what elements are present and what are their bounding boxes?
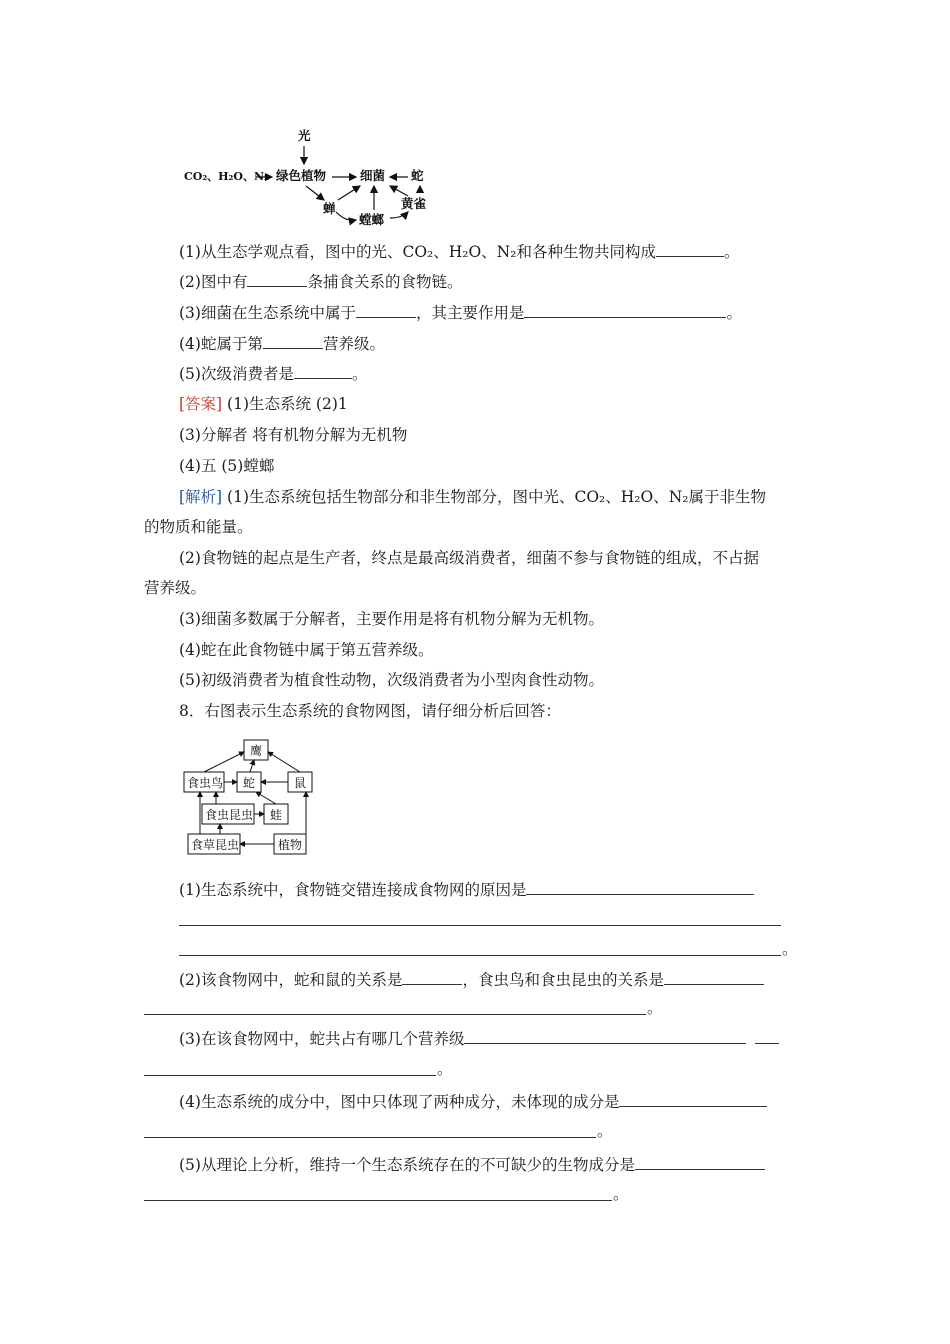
snake-label: 蛇 xyxy=(411,168,424,183)
analysis-line-1: [解析] (1)生态系统包括生物部分和非生物部分，图中光、CO₂、H₂O、N₂属于非生物 xyxy=(179,488,766,506)
eagle-box: 鹰 xyxy=(250,744,263,758)
analysis-line-4: (4)蛇在此食物链中属于第五营养级。 xyxy=(179,641,434,659)
answer-line[interactable] xyxy=(179,925,781,926)
answer-line[interactable] xyxy=(144,1075,436,1076)
answer-blank[interactable] xyxy=(635,1155,765,1170)
answer-blank[interactable] xyxy=(524,303,726,318)
answer-line[interactable] xyxy=(144,1200,612,1201)
bird-box: 食虫鸟 xyxy=(187,776,224,790)
answer-blank[interactable] xyxy=(464,1029,746,1044)
analysis-line-2b: 营养级。 xyxy=(144,579,207,597)
q8-sub-5-end: 。 xyxy=(613,1185,629,1203)
q8-sub-2: (2)该食物网中，蛇和鼠的关系是 ，食虫鸟和食虫昆虫的关系是 xyxy=(179,970,764,990)
answer-line-1: [答案] (1)生态系统 (2)1 xyxy=(179,395,348,413)
q7-sub-5: (5)次级消费者是 。 xyxy=(179,365,368,383)
answer-blank[interactable] xyxy=(664,970,764,985)
q8-sub-1-end: 。 xyxy=(782,940,798,958)
cicada-label: 蝉 xyxy=(323,201,336,216)
analysis-line-2: (2)食物链的起点是生产者，终点是最高级消费者，细菌不参与食物链的组成，不占据 xyxy=(179,549,759,567)
light-label: 光 xyxy=(298,128,311,143)
analysis-tag: [解析] xyxy=(179,488,223,506)
food-chain-diagram xyxy=(180,124,440,234)
mantis-label: 螳螂 xyxy=(359,212,385,227)
answer-tag: [答案] xyxy=(179,395,223,413)
q8-sub-4-end: 。 xyxy=(597,1122,613,1140)
plant-label: 绿色植物 xyxy=(276,168,327,183)
q8-sub-2-end: 。 xyxy=(647,999,663,1017)
mouse-box: 鼠 xyxy=(294,776,307,790)
answer-blank[interactable] xyxy=(526,880,754,895)
answer-blank[interactable] xyxy=(402,970,462,985)
answer-blank[interactable] xyxy=(356,303,416,318)
insect-box: 食虫昆虫 xyxy=(205,808,254,822)
q7-sub-3: (3)细菌在生态系统中属于 ，其主要作用是 。 xyxy=(179,304,742,322)
q8-sub-3-end: 。 xyxy=(437,1060,453,1078)
q8-sub-4: (4)生态系统的成分中，图中只体现了两种成分，未体现的成分是 xyxy=(179,1092,767,1112)
answer-blank[interactable] xyxy=(755,1029,779,1044)
inputs-label: CO₂、H₂O、N₂ xyxy=(184,170,269,183)
oriole-label: 黄雀 xyxy=(401,196,427,211)
q8-stem: 8．右图表示生态系统的食物网图，请仔细分析后回答： xyxy=(179,702,561,720)
answer-line-3: (4)五 (5)螳螂 xyxy=(179,457,275,475)
answer-line[interactable] xyxy=(179,955,781,956)
q7-sub-4: (4)蛇属于第 营养级。 xyxy=(179,335,385,353)
q8-sub-1: (1)生态系统中，食物链交错连接成食物网的原因是 xyxy=(179,880,754,900)
plant-box: 植物 xyxy=(278,838,303,852)
answer-blank[interactable] xyxy=(656,242,724,257)
answer-blank[interactable] xyxy=(263,334,323,349)
snake-box: 蛇 xyxy=(243,776,256,790)
q7-sub-1: (1)从生态学观点看，图中的光、CO₂、H₂O、N₂和各种生物共同构成 。 xyxy=(179,243,740,261)
answer-blank[interactable] xyxy=(294,364,352,379)
food-web-diagram xyxy=(180,732,320,862)
answer-blank[interactable] xyxy=(619,1092,767,1107)
analysis-line-1b: 的物质和能量。 xyxy=(144,518,253,536)
analysis-line-5: (5)初级消费者为植食性动物，次级消费者为小型肉食性动物。 xyxy=(179,671,604,689)
answer-line[interactable] xyxy=(144,1014,646,1015)
answer-line[interactable] xyxy=(144,1137,596,1138)
answer-line-2: (3)分解者 将有机物分解为无机物 xyxy=(179,426,408,444)
q7-sub-2: (2)图中有 条捕食关系的食物链。 xyxy=(179,273,463,291)
analysis-line-3: (3)细菌多数属于分解者，主要作用是将有机物分解为无机物。 xyxy=(179,610,604,628)
q8-sub-3: (3)在该食物网中，蛇共占有哪几个营养级 xyxy=(179,1029,779,1049)
bacteria-label: 细菌 xyxy=(360,168,386,183)
q8-sub-5: (5)从理论上分析，维持一个生态系统存在的不可缺少的生物成分是 xyxy=(179,1155,765,1175)
answer-blank[interactable] xyxy=(247,272,307,287)
herbivore-box: 食草昆虫 xyxy=(191,838,240,852)
frog-box: 蛙 xyxy=(270,808,283,822)
